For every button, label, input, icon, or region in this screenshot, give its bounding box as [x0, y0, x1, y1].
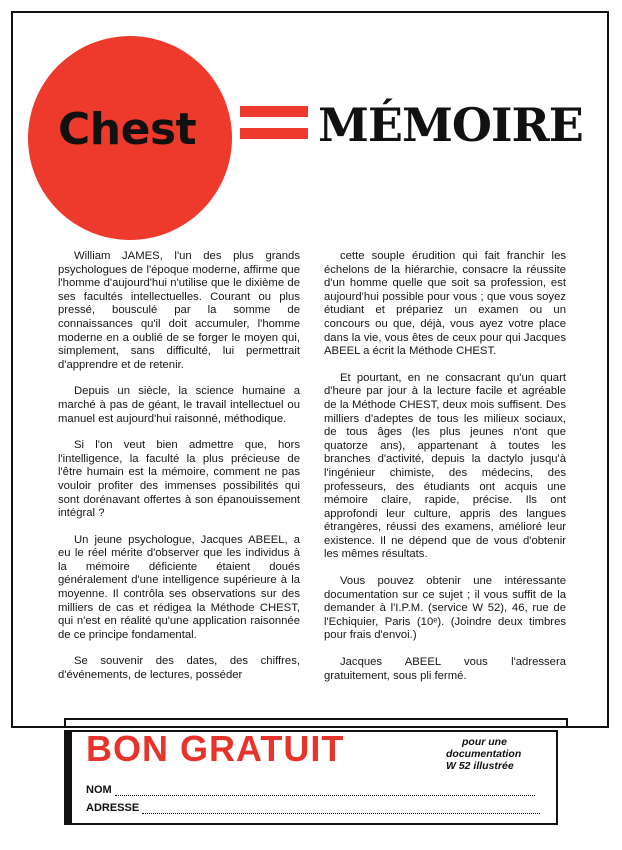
- paragraph: William JAMES, l'un des plus grands psychologues de l'époque moderne, affirme que l'homme d'aujourd'hui n'utilise que le dixième de ses facultés intellectuelles. Courant ou plus pressé, bousculé par la somme de connaissances qu'il doit accumuler, l'homme moderne en a oublié de se forger le moyen qui, simplement, sans difficulté, lui permettrait d'apprendre et de retenir.: [58, 250, 300, 371]
- paragraph: Se souvenir des dates, des chiffres, d'événements, de lectures, posséder: [58, 655, 300, 682]
- paragraph: Depuis un siècle, la science humaine a marché à pas de géant, le travail intellectuel ou manuel est aujourd'hui raisonné, méthodique.: [58, 385, 300, 425]
- coupon-subtitle-line: W 52 illustrée: [446, 760, 514, 772]
- paragraph: Vous pouvez obtenir une intéressante documentation sur ce sujet ; il vous suffit de la demander à l'I.P.M. (service W 52), 46, rue de l'Echiquier, Paris (10ᵉ). (Joindre deux timbres pour frais d'envoi.): [324, 575, 566, 642]
- coupon-subtitle-line: documentation: [446, 748, 522, 760]
- address-line[interactable]: [142, 803, 540, 814]
- address-field[interactable]: [86, 800, 540, 814]
- paragraph: Un jeune psychologue, Jacques ABEEL, a eu le réel mérite d'observer que les individus à la mémoire déficiente étaient doués généralement d'une intelligence supérieure à la moyenne. Il contrôla ses observations sur des milliers de cas et rédigea la Méthode CHEST, qui n'est en réalité qu'une application raisonnée de ce principe fondamental.: [58, 533, 300, 641]
- paragraph: Et pourtant, en ne consacrant qu'un quart d'heure par jour à la lecture facile et agréable de la Méthode CHEST, deux mois suffisent. Des milliers d'adeptes de tous les milieux sociaux, de tous âges (les plus jeunes n'ont que quatorze ans), appartenant à toutes les branches d'activité, depuis la dactylo jusqu'à l'ingénieur chimiste, des médecins, des professeurs, des étudiants ont acquis une mémoire claire, rapide, précise. Ils ont approfondi leur culture, appris des langues étrangères, réussi des examens, amélioré leur existence. Il ne dépend que de vous d'obtenir les mêmes résultats.: [324, 371, 566, 561]
- paragraph: Jacques ABEEL vous l'adressera gratuitement, sous pli fermé.: [324, 656, 566, 682]
- coupon-box: [64, 730, 558, 825]
- coupon-subtitle: [446, 736, 558, 772]
- name-field[interactable]: [86, 782, 535, 796]
- name-line[interactable]: [115, 785, 535, 796]
- address-label: ADRESSE: [86, 802, 140, 814]
- equals-bar-top: [240, 106, 308, 117]
- page-title: MÉMOIRE: [318, 98, 583, 152]
- coupon-title: BON GRATUIT: [86, 728, 345, 769]
- name-label: NOM: [86, 784, 112, 796]
- coupon-subtitle-line: pour une: [462, 736, 507, 748]
- brand-chest: Chest: [58, 104, 197, 155]
- article-column-right: [324, 250, 566, 696]
- paragraph: cette souple érudition qui fait franchir les échelons de la hiérarchie, consacre la réussite d'un homme quelle que soit sa profession, est aujourd'hui possible pour vous ; que vous soyez étudiant et prépariez un examen ou un concours ou que, déjà, vous ayez votre place dans la vie, vous êtes de ceux pour qui Jacques ABEEL a écrit la Méthode CHEST.: [324, 250, 566, 358]
- equals-bar-bottom: [240, 128, 308, 139]
- paragraph: Si l'on veut bien admettre que, hors l'intelligence, la faculté la plus précieuse de l'être humain est la mémoire, comment ne pas vouloir profiter des immenses possibilités qui sont dorénavant offertes à son épanouissement intégral ?: [58, 439, 300, 520]
- article-column-left: [58, 250, 300, 696]
